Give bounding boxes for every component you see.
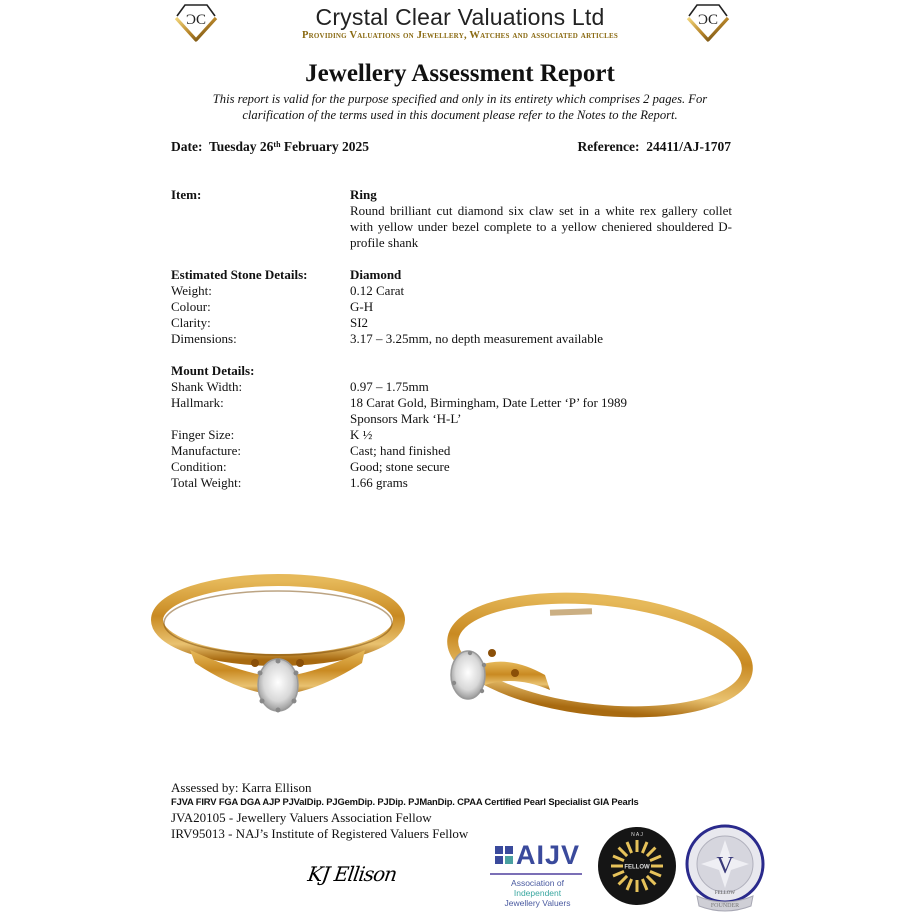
row-label: Total Weight: bbox=[171, 475, 242, 490]
row-value: 3.17 – 3.25mm, no depth measurement available bbox=[350, 331, 604, 346]
aijv-mark: AIJV bbox=[516, 840, 581, 870]
svg-text:ƆC: ƆC bbox=[185, 12, 207, 28]
row-label: Colour: bbox=[171, 299, 211, 314]
mount-heading: Mount Details: bbox=[171, 363, 255, 378]
row-label: Hallmark: bbox=[171, 395, 224, 410]
row-value: 0.97 – 1.75mm bbox=[350, 379, 429, 394]
assessor-signature: KJ Ellison bbox=[306, 862, 398, 886]
company-name: Crystal Clear Valuations Ltd bbox=[315, 4, 605, 30]
item-label: Item: bbox=[171, 187, 202, 202]
row-value: 1.66 grams bbox=[350, 475, 408, 490]
aijv-line-2: Independent bbox=[513, 888, 562, 898]
jva-fellow-badge bbox=[683, 824, 767, 918]
svg-text:ƆC: ƆC bbox=[697, 12, 719, 28]
row-label: Condition: bbox=[171, 459, 227, 474]
svg-text:FOUNDER: FOUNDER bbox=[710, 903, 740, 909]
assessed-by: Assessed by: Karra Ellison bbox=[171, 780, 312, 795]
stone-type: Diamond bbox=[350, 267, 402, 282]
aijv-squares-icon bbox=[495, 846, 513, 864]
company-tagline: Providing Valuations on Jewellery, Watches and associated articles bbox=[302, 30, 618, 41]
ring-photos bbox=[150, 565, 770, 740]
row-label: Manufacture: bbox=[171, 443, 242, 458]
jva-fellow-seal-icon bbox=[683, 824, 767, 914]
aijv-badge bbox=[490, 840, 585, 910]
row-value-2: Sponsors Mark ‘H-L’ bbox=[350, 411, 462, 426]
report-intro bbox=[170, 91, 750, 123]
report-date bbox=[171, 139, 369, 155]
ring-photo-icon bbox=[150, 565, 770, 740]
date-ordinal: th bbox=[273, 140, 281, 149]
svg-text:V: V bbox=[716, 853, 734, 879]
aijv-line-3: Jewellery Valuers bbox=[504, 898, 571, 908]
row-value: G-H bbox=[350, 299, 374, 314]
ring-front bbox=[157, 580, 399, 713]
assessor-qualifications: FJVA FIRV FGA DGA AJP PJValDip. PJGemDip. PJDip. PJManDip. CPAA Certified Pearl Specialist GIA Pearls bbox=[171, 796, 639, 807]
reference-value: 24411/AJ-1707 bbox=[646, 139, 731, 154]
naj-fellow-seal-icon bbox=[597, 826, 677, 906]
item-value-block bbox=[350, 187, 732, 251]
ring-side bbox=[447, 585, 753, 725]
naj-fellow-badge bbox=[597, 826, 677, 910]
report-title: Jewellery Assessment Report bbox=[305, 60, 615, 87]
row-label: Weight: bbox=[171, 283, 212, 298]
row-label: Clarity: bbox=[171, 315, 211, 330]
report-reference bbox=[578, 139, 731, 155]
membership-irv: IRV95013 - NAJ’s Institute of Registered Valuers Fellow bbox=[171, 826, 469, 841]
membership-jva: JVA20105 - Jewellery Valuers Association Fellow bbox=[171, 810, 432, 825]
date-rest: February 2025 bbox=[283, 139, 370, 154]
date-label: Date: bbox=[171, 139, 203, 154]
intro-line-2: clarification of the terms used in this document please refer to the Notes to the Report. bbox=[242, 108, 678, 122]
row-label: Finger Size: bbox=[171, 427, 235, 442]
intro-line-1: This report is valid for the purpose specified and only in its entirety which comprises 2 pages. For bbox=[212, 92, 708, 106]
row-value: Good; stone secure bbox=[350, 459, 450, 474]
row-label: Shank Width: bbox=[171, 379, 243, 394]
svg-text:FELLOW: FELLOW bbox=[624, 864, 650, 871]
row-value: 0.12 Carat bbox=[350, 283, 405, 298]
mount-row-hallmark bbox=[171, 395, 732, 427]
aijv-divider bbox=[490, 873, 582, 875]
stone-heading: Estimated Stone Details: bbox=[171, 267, 308, 282]
row-value: K ½ bbox=[350, 427, 373, 442]
row-value: SI2 bbox=[350, 315, 369, 330]
item-description: Round brilliant cut diamond six claw set in a white rex gallery collet with yellow under bezel complete to a yellow cheniered shouldered D-profile shank bbox=[350, 203, 732, 250]
row-value: 18 Carat Gold, Birmingham, Date Letter ‘P’ for 1989 bbox=[350, 395, 628, 410]
svg-text:FELLOW: FELLOW bbox=[714, 891, 736, 896]
aijv-line-1: Association of bbox=[511, 878, 564, 888]
item-row bbox=[171, 187, 732, 251]
row-label: Dimensions: bbox=[171, 331, 237, 346]
date-weekday: Tuesday 26 bbox=[209, 139, 274, 154]
reference-label: Reference: bbox=[577, 139, 640, 154]
svg-text:N A J: N A J bbox=[631, 832, 643, 838]
row-value: Cast; hand finished bbox=[350, 443, 451, 458]
hallmark-value-block bbox=[350, 395, 732, 427]
item-type: Ring bbox=[350, 187, 377, 202]
